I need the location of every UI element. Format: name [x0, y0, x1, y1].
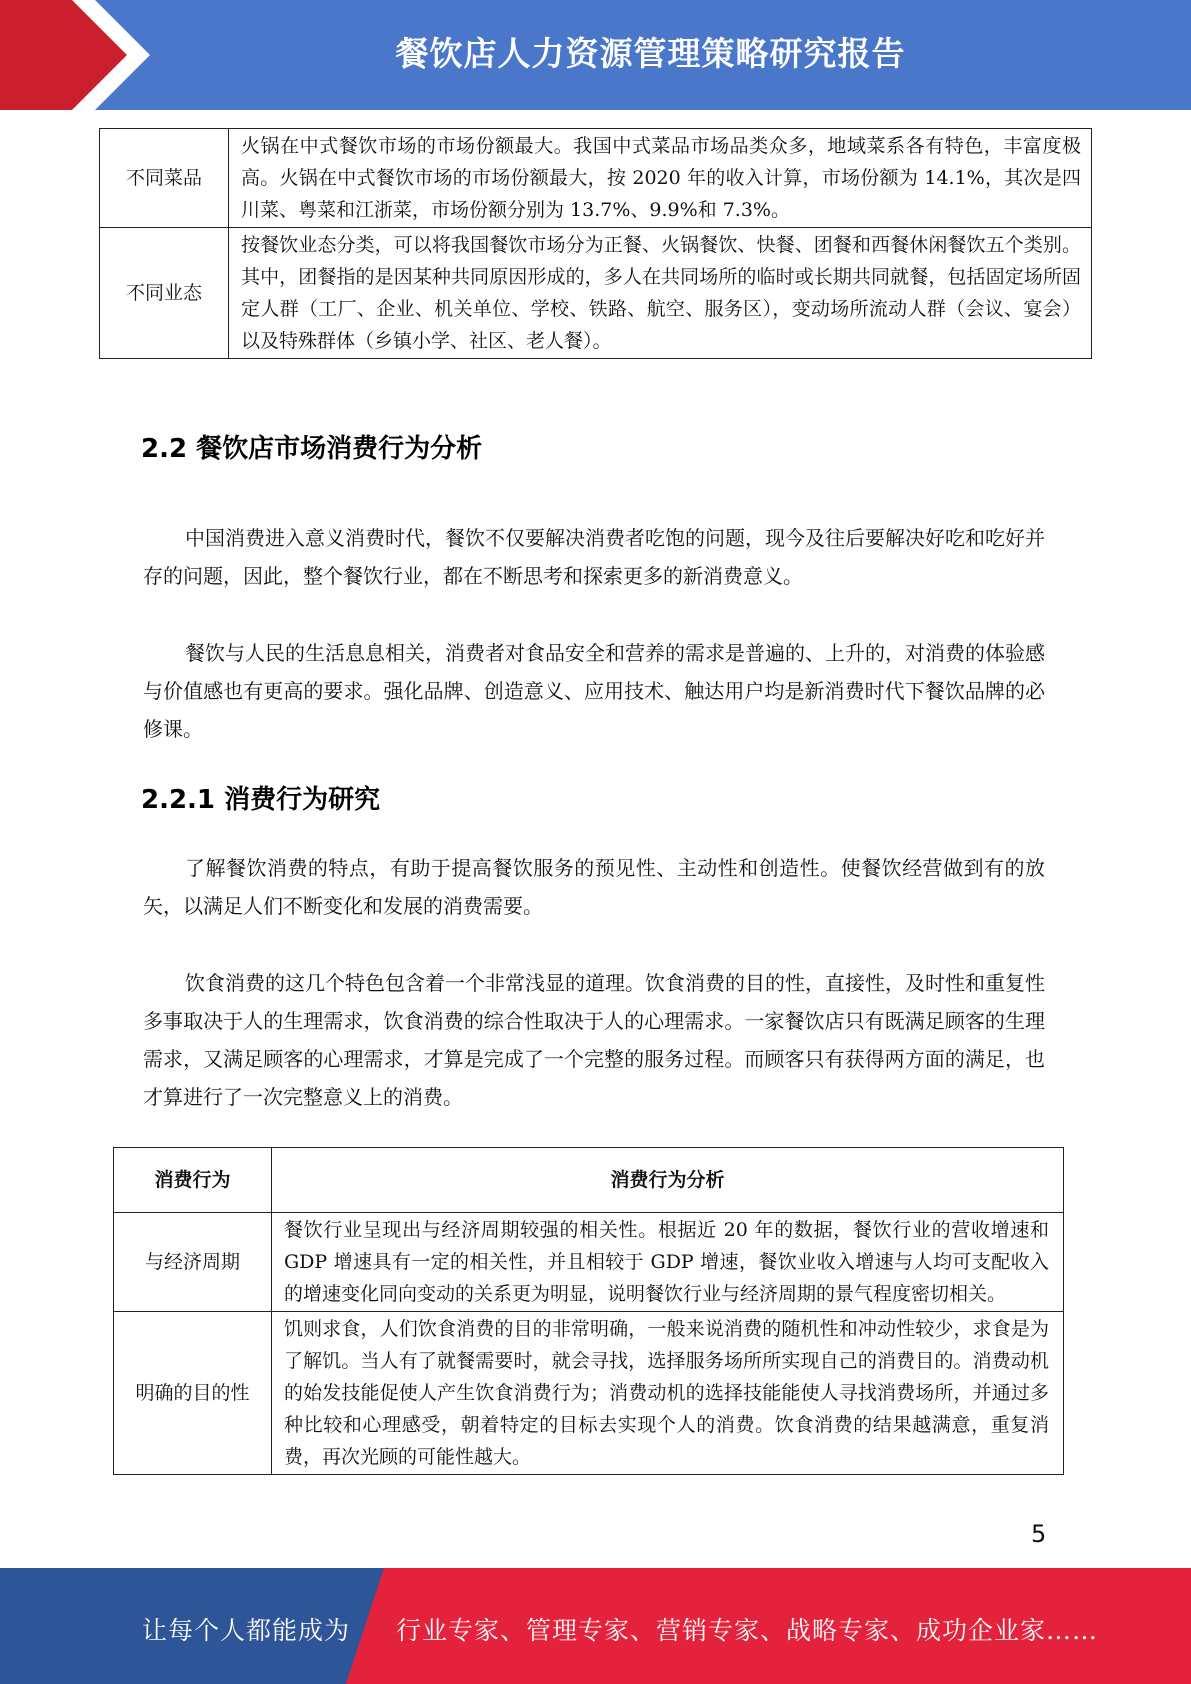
table-header-row — [114, 1148, 1064, 1213]
page-header — [0, 0, 1191, 110]
footer-slogan-right: 行业专家、管理专家、营销专家、战略专家、成功企业家…… — [396, 1616, 1099, 1645]
table-cell-value: 餐饮行业呈现出与经济周期较强的相关性。根据近 20 年的数据，餐饮行业的营收增速和 GDP 增速具有一定的相关性，并且相较于 GDP 增速，餐饮业收入增速与人均可支配收入的增速变化同向变动的关系更为明显，说明餐饮行业与经济周期的景气程度密切相关。 — [272, 1213, 1064, 1312]
consumer-behavior-table — [113, 1147, 1064, 1475]
table-cell-key: 不同业态 — [100, 228, 229, 359]
table-cell-key: 明确的目的性 — [114, 1312, 272, 1475]
footer-slogan-left: 让每个人都能成为 — [142, 1616, 351, 1645]
market-segment-table — [99, 128, 1092, 359]
paragraph: 餐饮与人民的生活息息相关，消费者对食品安全和营养的需求是普遍的、上升的，对消费的体验感与价值感也有更高的要求。强化品牌、创造意义、应用技术、触达用户均是新消费时代下餐饮品牌的必修课。 — [143, 641, 1045, 741]
paragraph: 了解餐饮消费的特点，有助于提高餐饮服务的预见性、主动性和创造性。使餐饮经营做到有的放矢，以满足人们不断变化和发展的消费需要。 — [143, 856, 1045, 918]
section-heading-2-2: 2.2 餐饮店市场消费行为分析 — [141, 434, 483, 464]
table-row — [100, 129, 1092, 228]
header-title: 餐饮店人力资源管理策略研究报告 — [395, 34, 906, 73]
table-row — [100, 228, 1092, 359]
section-heading-2-2-1: 2.2.1 消费行为研究 — [141, 785, 381, 815]
table-cell-value: 饥则求食，人们饮食消费的目的非常明确，一般来说消费的随机性和冲动性较少，求食是为了解饥。当人有了就餐需要时，就会寻找，选择服务场所所实现自己的消费目的。消费动机的始发技能促使人产生饮食消费行为；消费动机的选择技能能使人寻找消费场所，并通过多种比较和心理感受，朝着特定的目标去实现个人的消费。饮食消费的结果越满意，重复消费，再次光顾的可能性越大。 — [272, 1312, 1064, 1475]
table-row — [114, 1312, 1064, 1475]
table-cell-value: 火锅在中式餐饮市场的市场份额最大。我国中式菜品市场品类众多，地域菜系各有特色，丰富度极高。火锅在中式餐饮市场的市场份额最大，按 2020 年的收入计算，市场份额为 14.1%，其次是四川菜、粤菜和江浙菜，市场份额分别为 13.7%、9.9%和 7.3%。 — [229, 129, 1092, 228]
column-header: 消费行为 — [114, 1148, 272, 1213]
page-footer — [0, 1568, 1191, 1684]
page-number: 5 — [1031, 1520, 1047, 1548]
paragraph: 中国消费进入意义消费时代，餐饮不仅要解决消费者吃饱的问题，现今及往后要解决好吃和吃好并存的问题，因此，整个餐饮行业，都在不断思考和探索更多的新消费意义。 — [143, 526, 1045, 588]
table-cell-key: 与经济周期 — [114, 1213, 272, 1312]
table-cell-value: 按餐饮业态分类，可以将我国餐饮市场分为正餐、火锅餐饮、快餐、团餐和西餐休闲餐饮五个类别。其中，团餐指的是因某种共同原因形成的，多人在共同场所的临时或长期共同就餐，包括固定场所固定人群（工厂、企业、机关单位、学校、铁路、航空、服务区），变动场所流动人群（会议、宴会）以及特殊群体（乡镇小学、社区、老人餐）。 — [229, 228, 1092, 359]
table-cell-key: 不同菜品 — [100, 129, 229, 228]
table-row — [114, 1213, 1064, 1312]
column-header: 消费行为分析 — [272, 1148, 1064, 1213]
paragraph: 饮食消费的这几个特色包含着一个非常浅显的道理。饮食消费的目的性，直接性，及时性和重复性多事取决于人的生理需求，饮食消费的综合性取决于人的心理需求。一家餐饮店只有既满足顾客的生理需求，又满足顾客的心理需求，才算是完成了一个完整的服务过程。而顾客只有获得两方面的满足，也才算进行了一次完整意义上的消费。 — [143, 971, 1045, 1109]
